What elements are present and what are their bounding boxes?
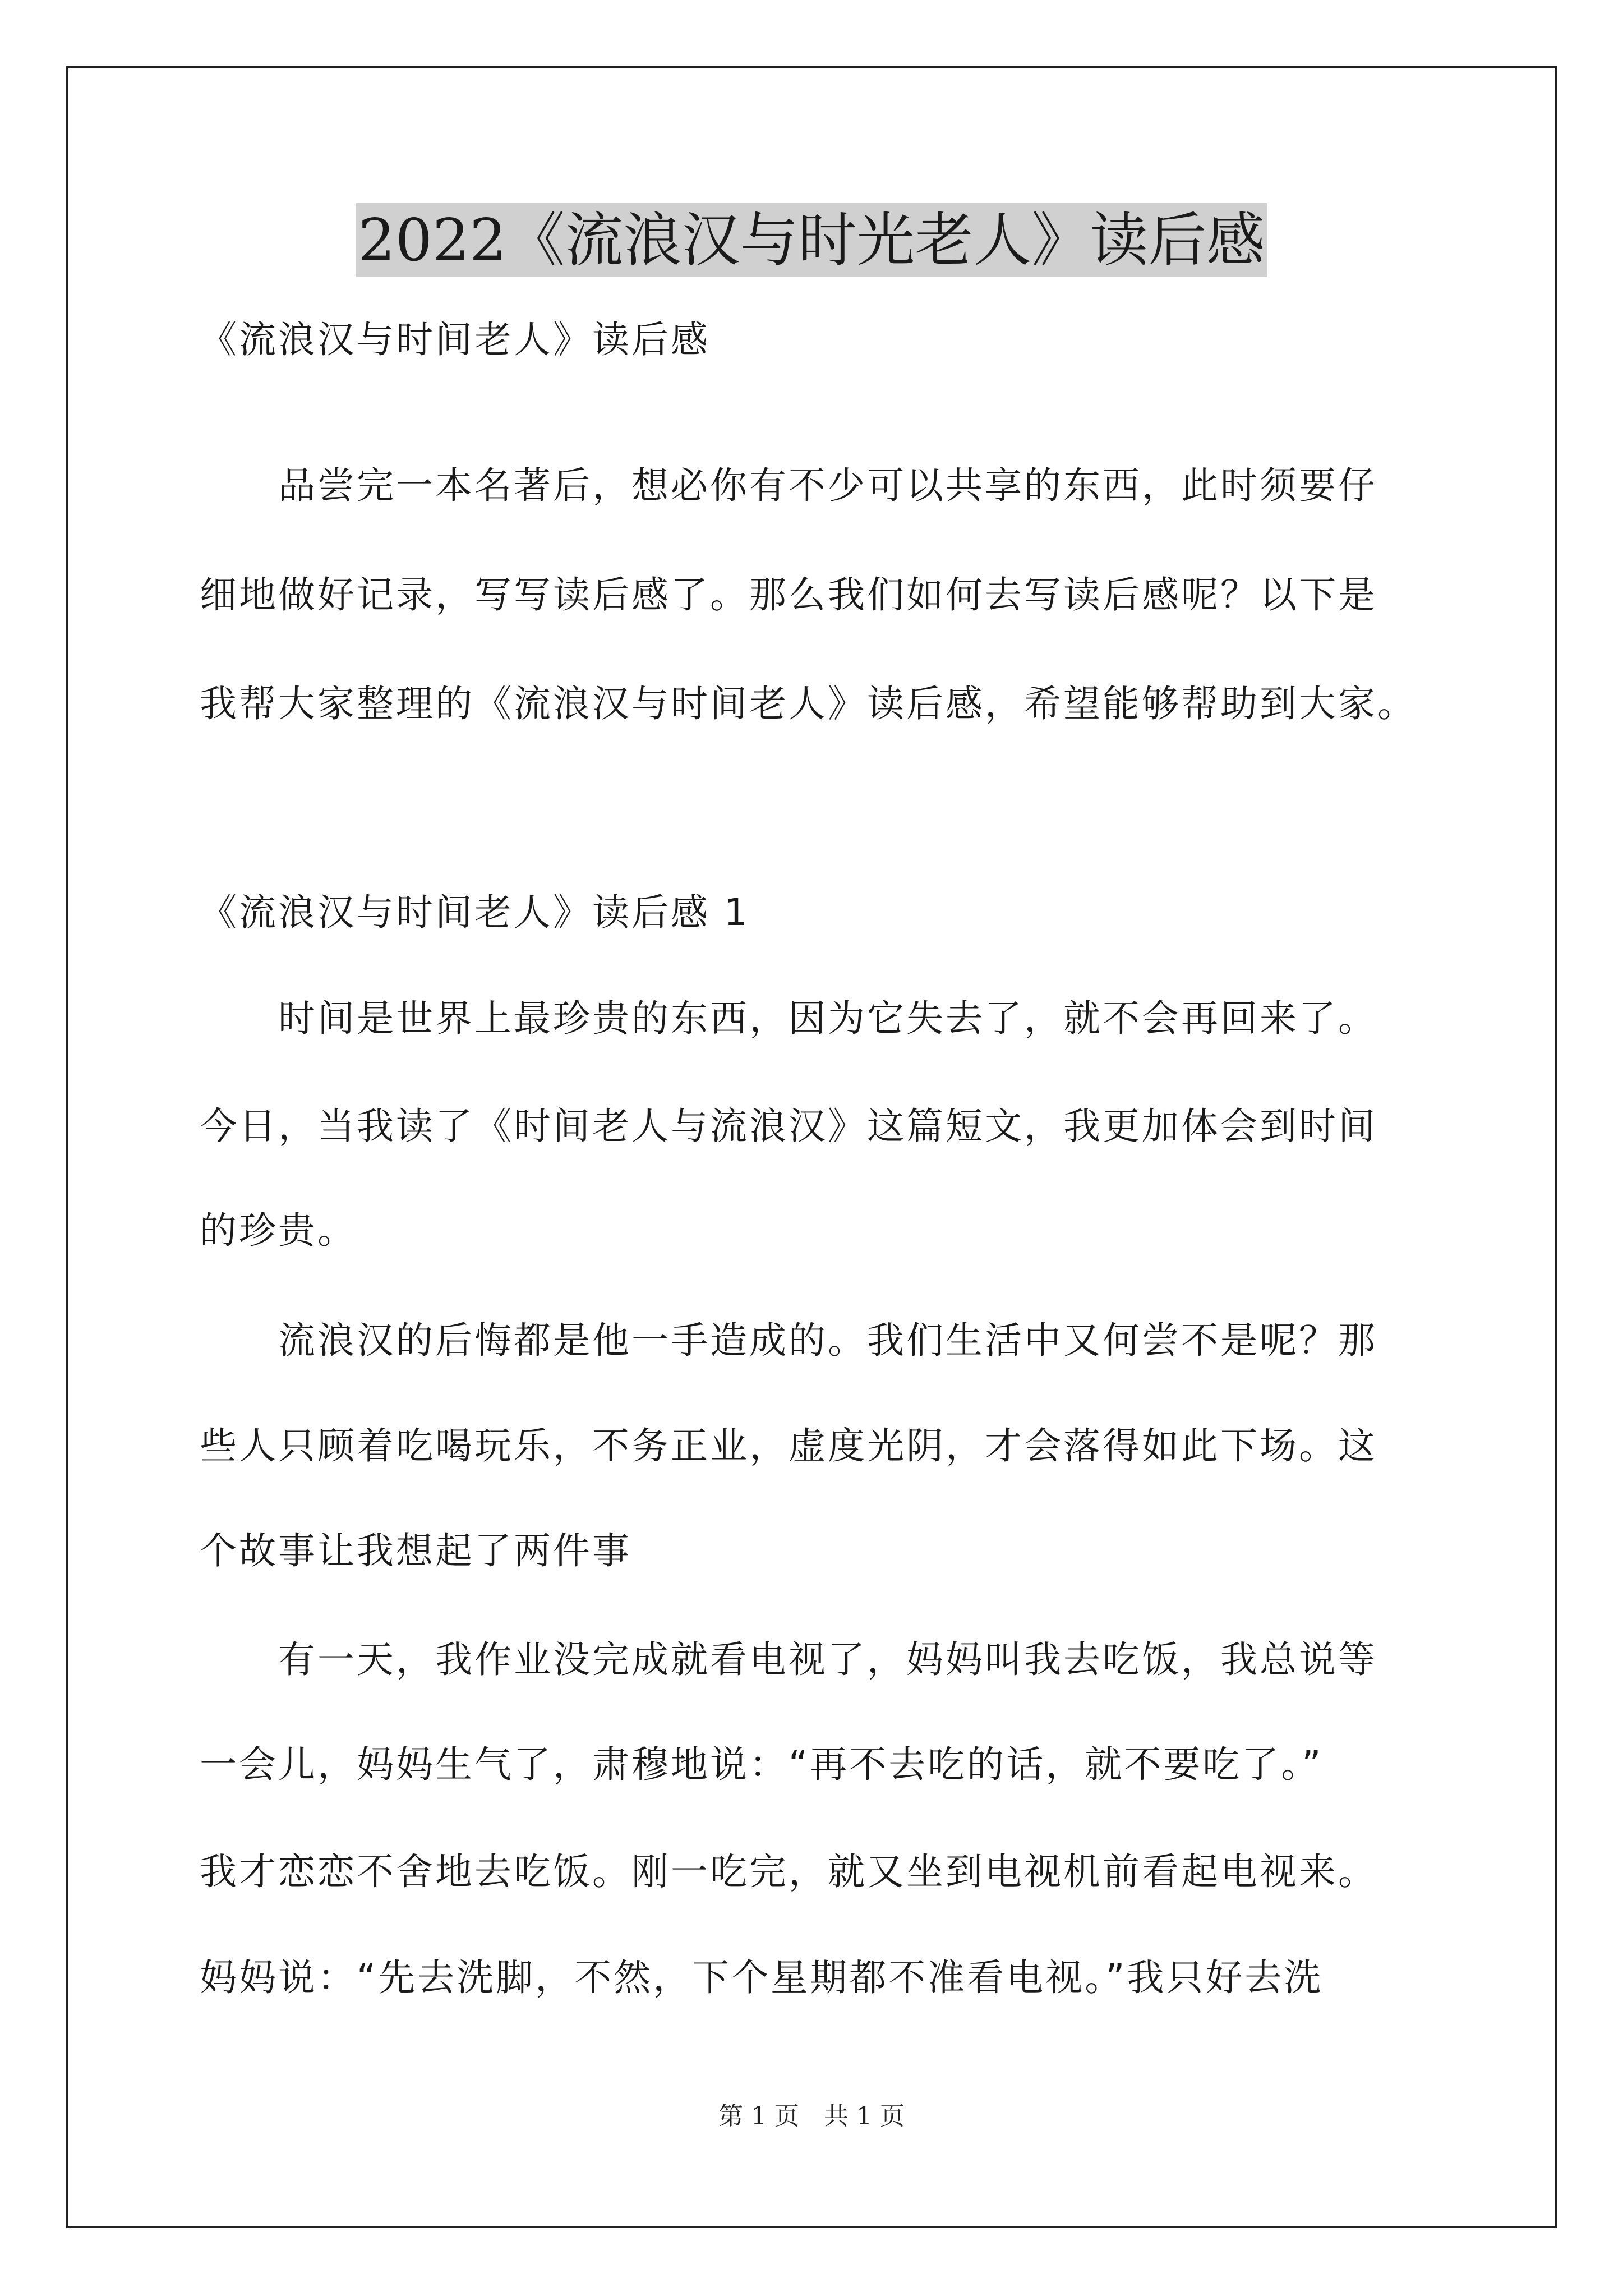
paragraph-line: 的珍贵。	[200, 1209, 357, 1252]
paragraph-line: 我帮大家整理的《流浪汉与时间老人》读后感，希望能够帮助到大家。	[200, 682, 1417, 725]
paragraph-line: 些人只顾着吃喝玩乐，不务正业，虚度光阴，才会落得如此下场。这	[200, 1424, 1377, 1467]
paragraph-line: 妈妈说：“先去洗脚，不然，下个星期都不准看电视。”我只好去洗	[200, 1956, 1324, 1999]
paragraph-line: 细地做好记录，写写读后感了。那么我们如何去写读后感呢？以下是	[200, 573, 1377, 616]
paragraph-line: 流浪汉的后悔都是他一手造成的。我们生活中又何尝不是呢？那	[200, 1319, 1377, 1362]
paragraph-line: 一会儿，妈妈生气了，肃穆地说：“再不去吃的话，就不要吃了。”	[200, 1743, 1324, 1786]
section-heading: 《流浪汉与时间老人》读后感 1	[200, 891, 750, 934]
paragraph-line: 时间是世界上最珍贵的东西，因为它失去了，就不会再回来了。	[200, 997, 1377, 1040]
document-title-wrapper	[0, 203, 1623, 277]
page-footer: 第 1 页 共 1 页	[718, 2102, 905, 2131]
paragraph-line: 今日，当我读了《时间老人与流浪汉》这篇短文，我更加体会到时间	[200, 1105, 1377, 1148]
section-heading: 《流浪汉与时间老人》读后感	[200, 318, 710, 361]
paragraph-line: 有一天，我作业没完成就看电视了，妈妈叫我去吃饭，我总说等	[200, 1638, 1377, 1681]
paragraph-line: 个故事让我想起了两件事	[200, 1529, 631, 1572]
paragraph-line: 品尝完一本名著后，想必你有不少可以共享的东西，此时须要仔	[200, 464, 1377, 507]
document-title: 2022《流浪汉与时光老人》读后感	[356, 203, 1267, 277]
paragraph-line: 我才恋恋不舍地去吃饭。刚一吃完，就又坐到电视机前看起电视来。	[200, 1850, 1377, 1893]
